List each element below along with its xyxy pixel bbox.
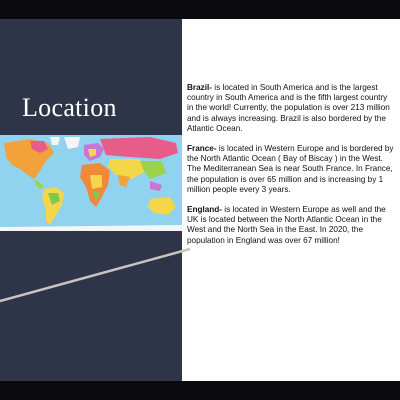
- paragraph-heading: Brazil-: [187, 83, 213, 92]
- body-text: [187, 83, 395, 256]
- world-map-image: [0, 135, 182, 231]
- paragraph-heading: England-: [187, 205, 223, 215]
- paragraph-body: is located in South America and is the largest country in South America and is the fifth largest country in the world! Currently, the population is over 213 million and is always increasing. Brazil is also bordered by the Atlantic Ocean.: [187, 83, 390, 133]
- paragraph-england: [187, 205, 395, 246]
- paragraph-body: is located in Western Europe as well and the UK is located between the North Atlantic Ocean in the West and the North Sea in the East. In 2020, the population in England was over 67 million!: [187, 205, 386, 245]
- paragraph-brazil: [187, 83, 395, 134]
- slide-title: Location: [22, 93, 117, 122]
- paragraph-france: [187, 144, 395, 195]
- paragraph-body: is located in Western Europe and is bordered by the North Atlantic Ocean ( Bay of Biscay ) in the West. The Mediterranean Sea is near South France. In France, the population is over 65 million and is increasing by 1 million people every 3 years.: [187, 144, 394, 194]
- slide: [0, 19, 400, 381]
- paragraph-heading: France-: [187, 144, 217, 154]
